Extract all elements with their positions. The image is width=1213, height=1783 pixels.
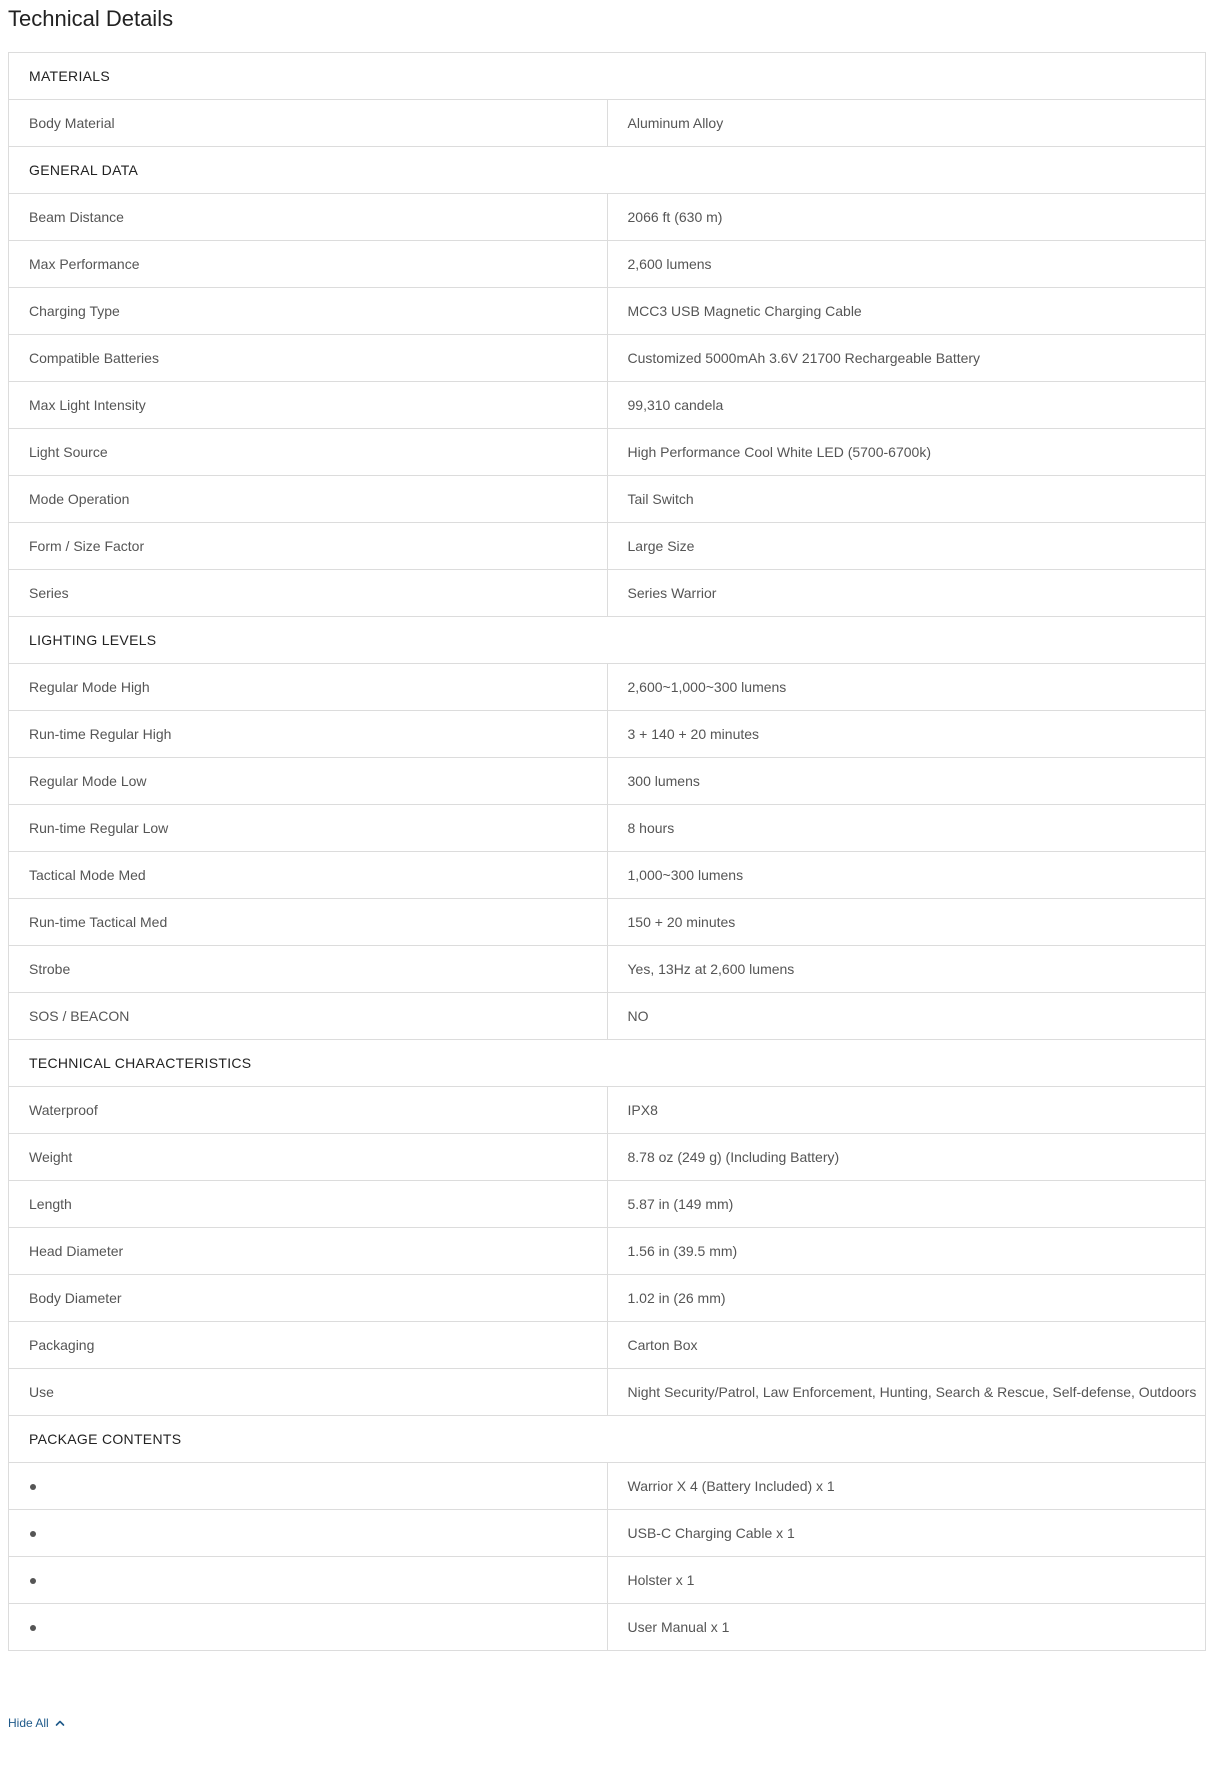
spec-name: Form / Size Factor: [9, 523, 608, 570]
spec-row: [9, 1369, 1206, 1416]
spec-name: Run-time Regular High: [9, 711, 608, 758]
spec-value: Aluminum Alloy: [607, 100, 1206, 147]
spec-name: Regular Mode Low: [9, 758, 608, 805]
spec-name: SOS / BEACON: [9, 993, 608, 1040]
spec-row: [9, 1275, 1206, 1322]
spec-row: [9, 1557, 1206, 1604]
spec-value: 99,310 candela: [607, 382, 1206, 429]
spec-row: [9, 758, 1206, 805]
bullet-icon: [30, 1484, 36, 1490]
spec-name: Run-time Regular Low: [9, 805, 608, 852]
spec-name: Packaging: [9, 1322, 608, 1369]
spec-value: Series Warrior: [607, 570, 1206, 617]
spec-row: [9, 1134, 1206, 1181]
spec-name: Body Diameter: [9, 1275, 608, 1322]
spec-row: [9, 805, 1206, 852]
bullet-cell: [9, 1463, 608, 1510]
spec-name: Weight: [9, 1134, 608, 1181]
spec-value: IPX8: [607, 1087, 1206, 1134]
spec-value: High Performance Cool White LED (5700-6700k): [607, 429, 1206, 476]
bullet-icon: [30, 1625, 36, 1631]
technical-details-body: [9, 53, 1206, 1651]
spec-row: [9, 852, 1206, 899]
spec-name: Beam Distance: [9, 194, 608, 241]
spec-row: [9, 382, 1206, 429]
spec-value: 1.02 in (26 mm): [607, 1275, 1206, 1322]
spec-value: User Manual x 1: [607, 1604, 1206, 1651]
spec-name: Charging Type: [9, 288, 608, 335]
spec-value: Yes, 13Hz at 2,600 lumens: [607, 946, 1206, 993]
section-heading: TECHNICAL CHARACTERISTICS: [9, 1040, 1206, 1087]
spec-name: Use: [9, 1369, 608, 1416]
spec-value: Large Size: [607, 523, 1206, 570]
bullet-cell: [9, 1604, 608, 1651]
spec-row: [9, 946, 1206, 993]
spec-value: Warrior X 4 (Battery Included) x 1: [607, 1463, 1206, 1510]
hide-all-link[interactable]: [8, 1716, 65, 1730]
spec-row: [9, 1181, 1206, 1228]
bullet-icon: [30, 1578, 36, 1584]
spec-row: [9, 570, 1206, 617]
spec-name: Head Diameter: [9, 1228, 608, 1275]
spec-row: [9, 1228, 1206, 1275]
spec-row: [9, 288, 1206, 335]
section-header-row: [9, 1040, 1206, 1087]
spec-row: [9, 429, 1206, 476]
spec-name: Run-time Tactical Med: [9, 899, 608, 946]
spec-row: [9, 476, 1206, 523]
spec-row: [9, 711, 1206, 758]
spec-row: [9, 899, 1206, 946]
spec-name: Strobe: [9, 946, 608, 993]
spec-row: [9, 194, 1206, 241]
spec-row: [9, 335, 1206, 382]
spec-value: NO: [607, 993, 1206, 1040]
spec-name: Max Light Intensity: [9, 382, 608, 429]
section-header-row: [9, 147, 1206, 194]
spec-row: [9, 100, 1206, 147]
spec-row: [9, 993, 1206, 1040]
hide-all-label: Hide All: [8, 1716, 49, 1730]
spec-value: MCC3 USB Magnetic Charging Cable: [607, 288, 1206, 335]
spec-row: [9, 1604, 1206, 1651]
section-heading: MATERIALS: [9, 53, 1206, 100]
section-header-row: [9, 617, 1206, 664]
technical-details-table: [8, 52, 1206, 1651]
spec-value: Tail Switch: [607, 476, 1206, 523]
spec-row: [9, 1087, 1206, 1134]
section-heading: LIGHTING LEVELS: [9, 617, 1206, 664]
spec-value: Holster x 1: [607, 1557, 1206, 1604]
spec-value: 1.56 in (39.5 mm): [607, 1228, 1206, 1275]
spec-name: Compatible Batteries: [9, 335, 608, 382]
spec-name: Length: [9, 1181, 608, 1228]
spec-value: 5.87 in (149 mm): [607, 1181, 1206, 1228]
section-heading: GENERAL DATA: [9, 147, 1206, 194]
section-header-row: [9, 1416, 1206, 1463]
spec-value: USB-C Charging Cable x 1: [607, 1510, 1206, 1557]
spec-row: [9, 1322, 1206, 1369]
spec-value: Night Security/Patrol, Law Enforcement, Hunting, Search & Rescue, Self-defense, Outdoors: [607, 1369, 1206, 1416]
chevron-up-icon: [55, 1718, 65, 1728]
spec-row: [9, 1510, 1206, 1557]
spec-row: [9, 1463, 1206, 1510]
spec-value: Carton Box: [607, 1322, 1206, 1369]
page-title: Technical Details: [8, 6, 174, 31]
spec-name: Waterproof: [9, 1087, 608, 1134]
spec-value: 2066 ft (630 m): [607, 194, 1206, 241]
spec-value: 8.78 oz (249 g) (Including Battery): [607, 1134, 1206, 1181]
section-heading: PACKAGE CONTENTS: [9, 1416, 1206, 1463]
spec-value: 300 lumens: [607, 758, 1206, 805]
spec-name: Light Source: [9, 429, 608, 476]
spec-value: 3 + 140 + 20 minutes: [607, 711, 1206, 758]
spec-value: 2,600~1,000~300 lumens: [607, 664, 1206, 711]
spec-name: Tactical Mode Med: [9, 852, 608, 899]
spec-row: [9, 664, 1206, 711]
spec-name: Mode Operation: [9, 476, 608, 523]
spec-row: [9, 241, 1206, 288]
spec-value: 150 + 20 minutes: [607, 899, 1206, 946]
spec-name: Regular Mode High: [9, 664, 608, 711]
spec-value: 1,000~300 lumens: [607, 852, 1206, 899]
bullet-cell: [9, 1557, 608, 1604]
spec-row: [9, 523, 1206, 570]
spec-value: Customized 5000mAh 3.6V 21700 Rechargeable Battery: [607, 335, 1206, 382]
spec-name: Max Performance: [9, 241, 608, 288]
spec-name: Body Material: [9, 100, 608, 147]
bullet-icon: [30, 1531, 36, 1537]
bullet-cell: [9, 1510, 608, 1557]
spec-name: Series: [9, 570, 608, 617]
section-header-row: [9, 53, 1206, 100]
spec-value: 2,600 lumens: [607, 241, 1206, 288]
spec-value: 8 hours: [607, 805, 1206, 852]
